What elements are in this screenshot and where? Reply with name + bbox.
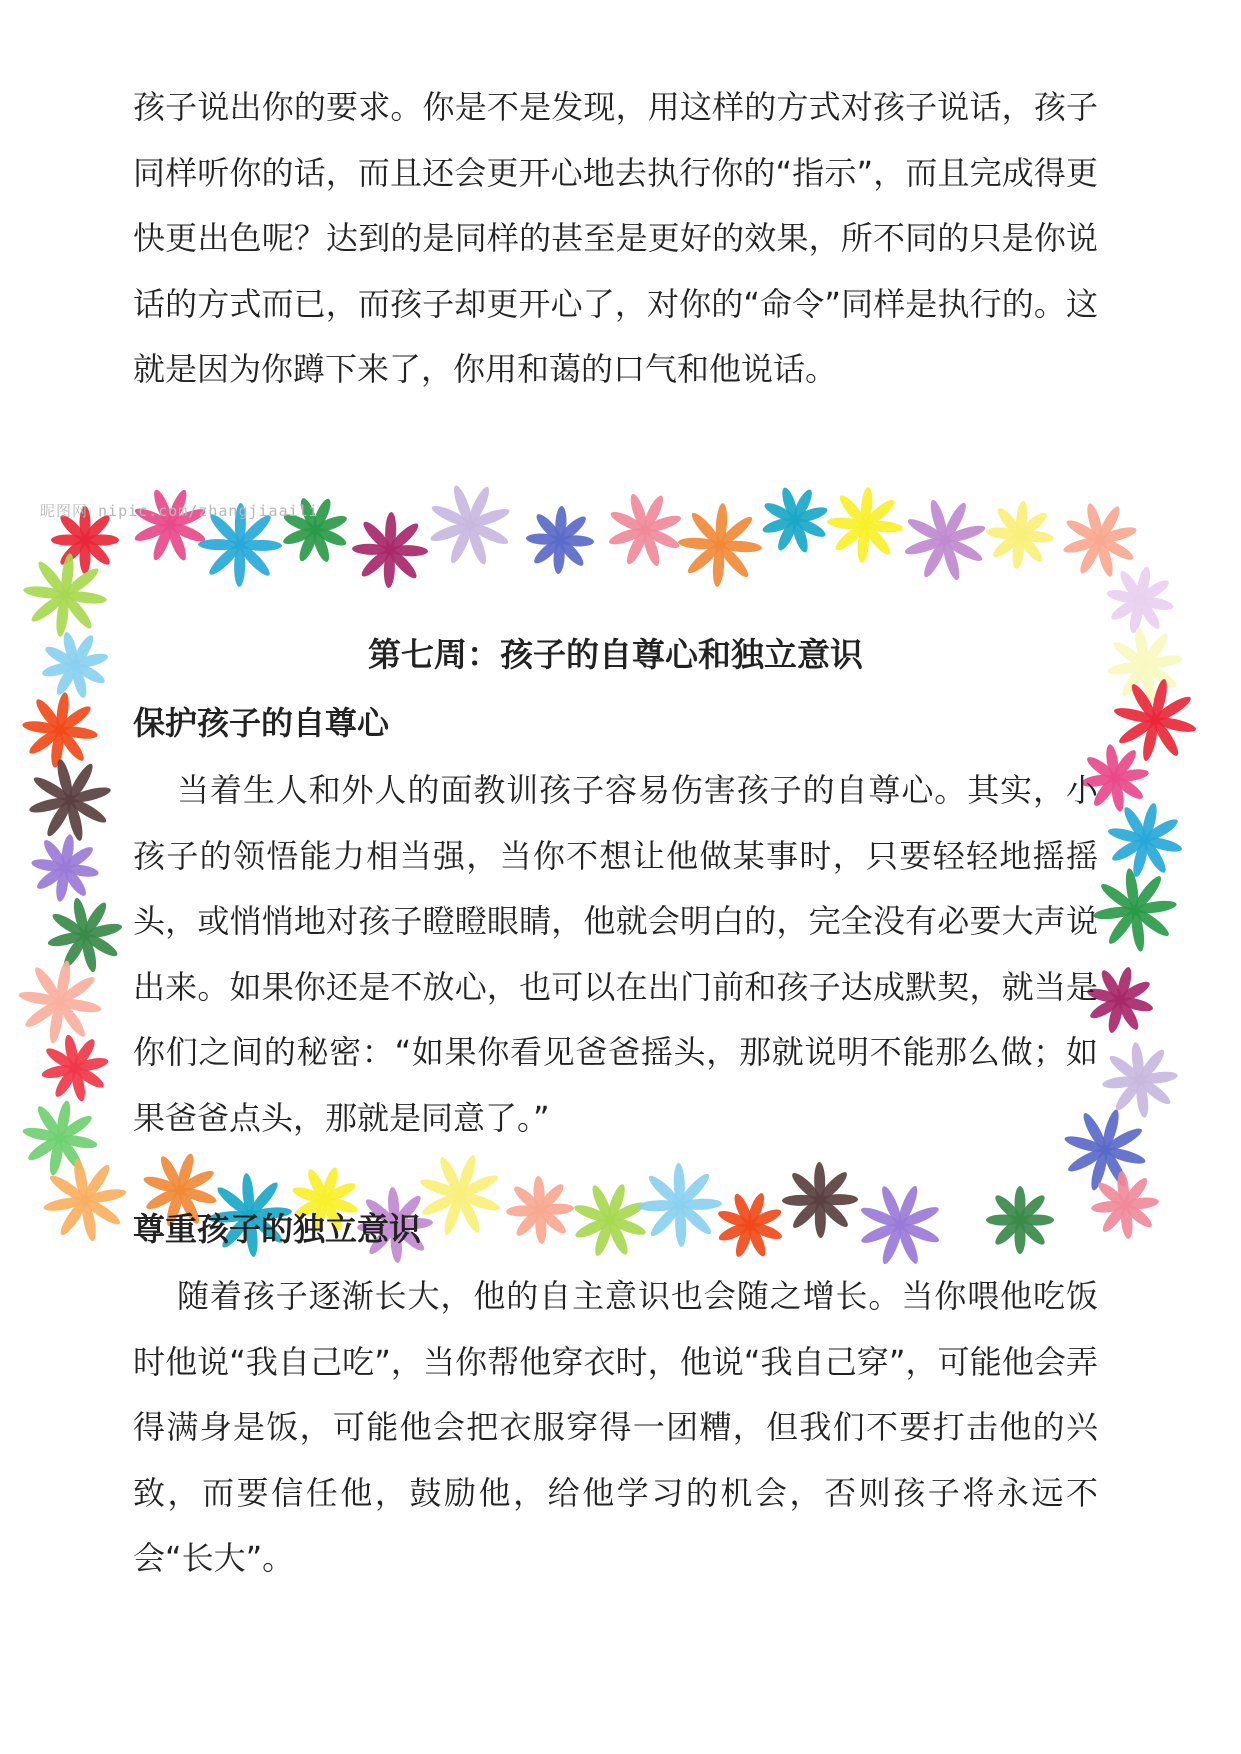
flower-icon: [749, 474, 840, 565]
section-heading-independence: 尊重孩子的独立意识: [133, 1210, 422, 1248]
flower-icon: [1099, 794, 1191, 886]
flower-icon: [1077, 1157, 1173, 1253]
flower-icon: [414, 469, 526, 581]
flower-icon: [28, 1021, 122, 1115]
flower-icon: [524, 504, 595, 575]
flower-icon: [29, 619, 122, 712]
flower-icon: [15, 1093, 104, 1182]
flower-icon: [27, 1142, 144, 1259]
flower-icon: [888, 483, 1002, 597]
section-body-independence: 随着孩子逐渐长大，他的自主意识也会随之增长。当你喂他吃饭时他说“我自己吃”，当你帮他穿衣时，他说“我自己穿”，可能他会弄得满身是饭，可能他会把衣服穿得一团糟，但我们不要打击他的兴致，而要信任他，鼓励他，给他学习的机会，否则孩子将永远不会“长大”。: [133, 1277, 1098, 1577]
flower-icon: [407, 1142, 514, 1249]
flower-icon: [986, 1186, 1054, 1254]
section-body-self-esteem: 当着生人和外人的面教训孩子容易伤害孩子的自尊心。其实，小孩子的领悟能力相当强，当你不想让他做某事时，只要轻轻地摇摇头，或悄悄地对孩子瞪瞪眼睛，他就会明白的，完全没有必要大声说出来。如果你还是不放心，也可以在出门前和孩子达成默契，就当是你们之间的秘密：“如果你看见爸爸摇头，那就说明不能那么做；如果爸爸点头，那就是同意了。”: [133, 771, 1098, 1137]
flower-icon: [561, 1171, 658, 1268]
flower-icon: [675, 500, 765, 590]
flower-icon: [18, 548, 112, 642]
flower-icon: [351, 511, 430, 590]
flower-icon: [706, 1181, 794, 1269]
flower-icon: [270, 485, 360, 575]
flower-icon: [983, 498, 1058, 573]
flower-icon: [594, 479, 696, 581]
intro-paragraph: 孩子说出你的要求。你是不是发现，用这样的方式对孩子说话，孩子同样听你的话，而且还会更开心地去执行你的“指示”，而且完成得更快更出色呢？达到的是同样的甚至是更好的效果，所不同的只是你说话的方式而已，而孩子却更开心了，对你的“命令”同样是执行的。这就是因为你蹲下来了，你用和蔼的口气和他说话。: [133, 88, 1098, 388]
watermark-text: 昵图网 nipic.com/zhangjiaaili: [40, 502, 319, 520]
flower-icon: [33, 883, 138, 988]
flower-icon: [492, 1162, 588, 1258]
flower-icon: [824, 484, 906, 566]
flower-icon: [766, 1146, 873, 1253]
flower-icon: [26, 829, 104, 907]
section-heading-self-esteem: 保护孩子的自尊心: [133, 704, 390, 742]
flower-icon: [120, 475, 220, 575]
week-title: 第七周：孩子的自尊心和独立意识: [368, 635, 863, 674]
flower-icon: [1048, 488, 1151, 591]
flower-icon: [1105, 670, 1206, 771]
flower-icon: [1087, 1027, 1194, 1134]
